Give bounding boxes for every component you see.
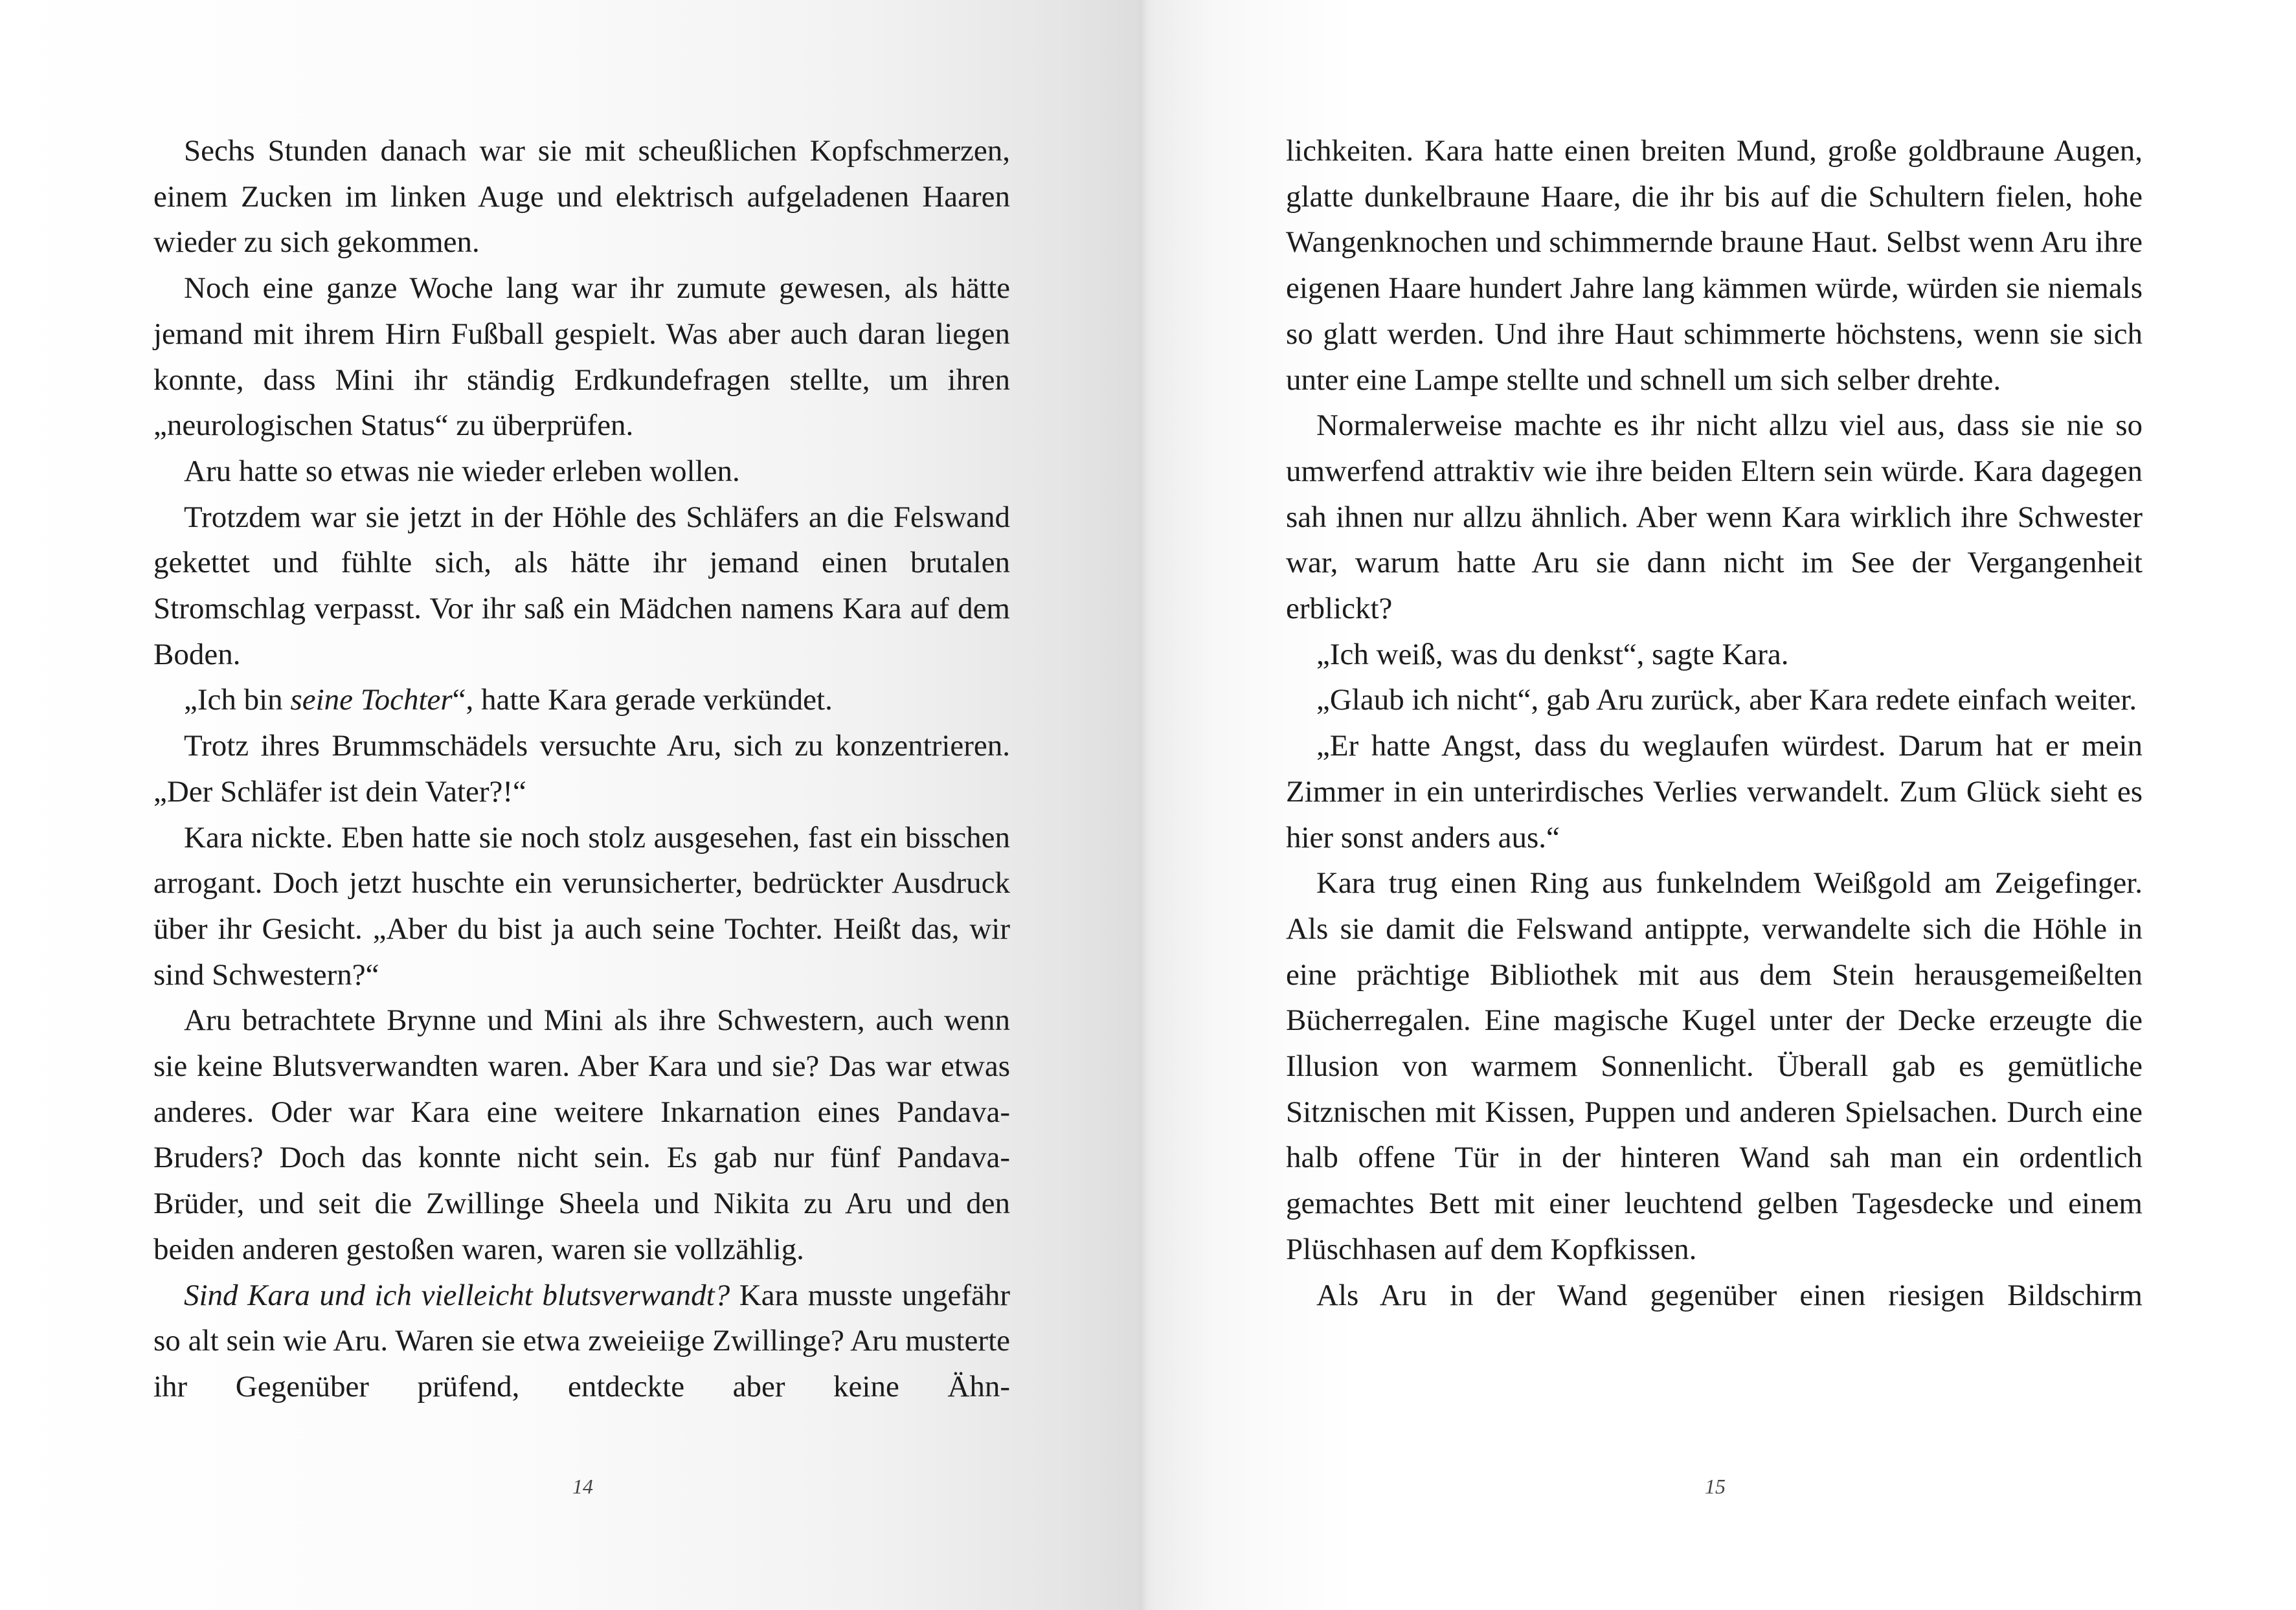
paragraph-text: „Ich bin bbox=[184, 683, 291, 717]
page-number: 14 bbox=[572, 1475, 593, 1498]
emphasis-text: seine Tochter bbox=[290, 683, 453, 717]
paragraph: „Er hatte Angst, dass du weglaufen würdest. Darum hat er mein Zimmer in ein unterirdisches Verlies verwandelt. Zum Glück sieht es hier sonst anders aus.“ bbox=[1286, 729, 2143, 855]
paragraph: Als Aru in der Wand gegenüber einen riesigen Bildschirm bbox=[1316, 1278, 2143, 1312]
paragraph-text: Kara musste ungefähr so alt sein wie Aru. Waren sie etwa zweieiige Zwillinge? Aru musterte ihr Gegenüber prüfend, entdeckte aber keine Ähn- bbox=[153, 1278, 1010, 1403]
paragraph: Normalerweise machte es ihr nicht allzu viel aus, dass sie nie so umwerfend attraktiv wie ihre beiden Eltern sein würde. Kara dagegen sah ihnen nur allzu ähnlich. Aber wenn Kara wirklich ihre Schwester war, warum hatte Aru sie dann nicht im See der Vergangenheit erblickt? bbox=[1286, 408, 2143, 626]
paragraph: „Glaub ich nicht“, gab Aru zurück, aber Kara redete einfach weiter. bbox=[1316, 683, 2137, 717]
paragraph: lichkeiten. Kara hatte einen breiten Mund, große goldbraune Augen, glatte dunkelbraune Haare, die ihr bis auf die Schultern fielen, hohe Wangenknochen und schimmernde braune Haut. Selbst wenn Aru ihre eigenen Haare hundert Jahre lang kämmen würde, würden sie niemals so glatt werden. Und ihre Haut schimmerte höchstens, wenn sie sich unter eine Lampe stellte und schnell um sich selber drehte. bbox=[1286, 134, 2143, 397]
emphasis-text: Sind Kara und ich vielleicht blutsverwandt? bbox=[184, 1278, 730, 1312]
right-page-text bbox=[1286, 128, 2143, 1318]
paragraph: Aru hatte so etwas nie wieder erleben wollen. bbox=[184, 454, 740, 488]
paragraph: Trotz ihres Brummschädels versuchte Aru, sich zu konzentrieren. „Der Schläfer ist dein Vater?!“ bbox=[153, 729, 1010, 809]
paragraph: Kara nickte. Eben hatte sie noch stolz ausgesehen, fast ein bisschen arrogant. Doch jetzt huschte ein verunsicherter, bedrückter Ausdruck über ihr Gesicht. „Aber du bist ja auch seine Tochter. Heißt das, wir sind Schwestern?“ bbox=[153, 820, 1010, 992]
right-page bbox=[1148, 0, 2296, 1610]
paragraph-text: “, hatte Kara gerade verkündet. bbox=[452, 683, 833, 717]
page-number: 15 bbox=[1705, 1475, 1726, 1498]
left-page-text bbox=[153, 128, 1010, 1410]
paragraph bbox=[153, 1273, 1010, 1410]
paragraph: Noch eine ganze Woche lang war ihr zumute gewesen, als hätte jemand mit ihrem Hirn Fußball gespielt. Was aber auch daran liegen konnte, dass Mini ihr ständig Erdkundefragen stellte, um ihren „neurologischen Status“ zu überprüfen. bbox=[153, 271, 1010, 443]
paragraph: Kara trug einen Ring aus funkelndem Weißgold am Zeigefinger. Als sie damit die Felswand antippte, verwandelte sich die Höhle in eine prächtige Bibliothek mit aus dem Stein herausgemeißelten Bücherregalen. Eine magische Kugel unter der Decke erzeugte die Illusion von warmem Sonnenlicht. Überall gab es gemütliche Sitznischen mit Kissen, Puppen und anderen Spielsachen. Durch eine halb offene Tür in der hinteren Wand sah man ein ordentlich gemachtes Bett mit einer leuchtend gelben Tagesdecke und einem Plüschhasen auf dem Kopfkissen. bbox=[1286, 866, 2143, 1266]
paragraph bbox=[153, 677, 1010, 723]
paragraph: Trotzdem war sie jetzt in der Höhle des Schläfers an die Felswand gekettet und fühlte sich, als hätte ihr jemand einen brutalen Stromschlag verpasst. Vor ihr saß ein Mädchen namens Kara auf dem Boden. bbox=[153, 500, 1010, 671]
paragraph: Aru betrachtete Brynne und Mini als ihre Schwestern, auch wenn sie keine Blutsverwandten waren. Aber Kara und sie? Das war etwas anderes. Oder war Kara eine weitere Inkarnation eines Pandava-Bruders? Doch das konnte nicht sein. Es gab nur fünf Pandava-Brüder, und seit die Zwillinge Sheela und Nikita zu Aru und den beiden anderen gestoßen waren, waren sie vollzählig. bbox=[153, 1003, 1010, 1266]
book-gutter bbox=[1140, 0, 1156, 1610]
paragraph: Sechs Stunden danach war sie mit scheußlichen Kopfschmerzen, einem Zucken im linken Auge und elektrisch aufgeladenen Haaren wieder zu sich gekommen. bbox=[153, 134, 1010, 260]
paragraph: „Ich weiß, was du denkst“, sagte Kara. bbox=[1316, 637, 1789, 671]
